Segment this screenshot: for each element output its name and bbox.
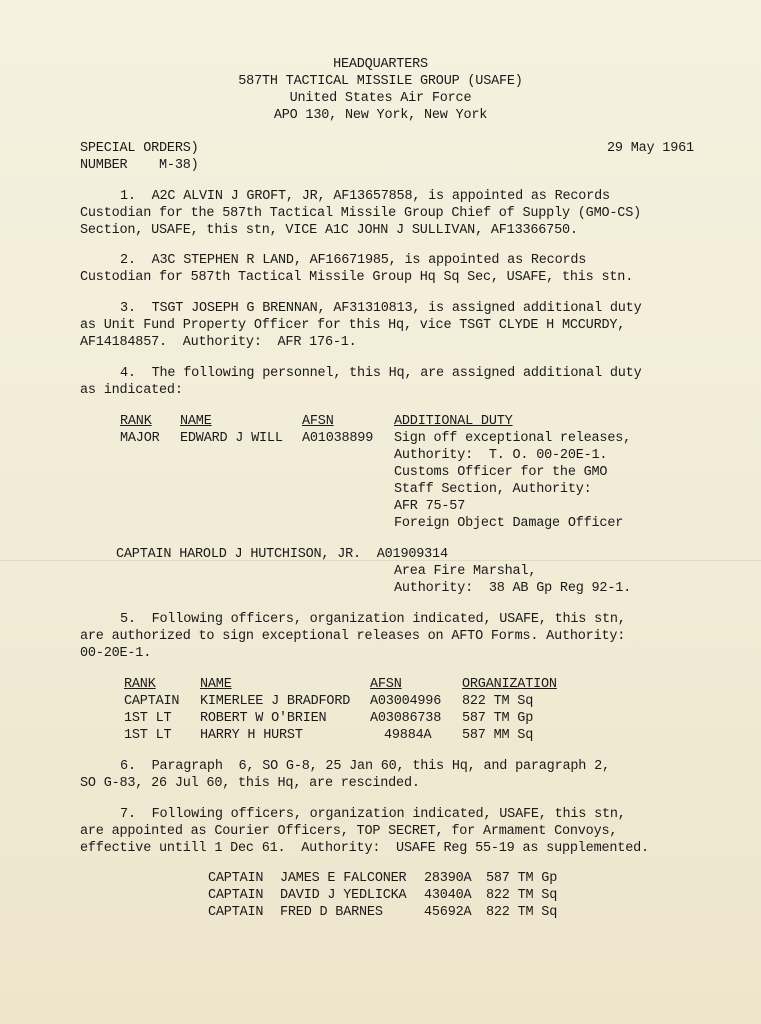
p7-line: effective untill 1 Dec 61. Authority: USAFE Reg 55-19 as supplemented. (80, 841, 649, 856)
p4-line: as indicated: (80, 383, 183, 398)
p6-line: 6. Paragraph 6, SO G-8, 25 Jan 60, this Hq, and paragraph 2, (120, 759, 610, 774)
t1-duty-line: Staff Section, Authority: (394, 482, 592, 497)
p3-line: AF14184857. Authority: AFR 176-1. (80, 335, 357, 350)
t3-cell: 822 TM Sq (486, 905, 558, 920)
t2-cell: HARRY H HURST (200, 728, 303, 743)
t2-cell: 822 TM Sq (462, 694, 534, 709)
p5-line: are authorized to sign exceptional releases on AFTO Forms. Authority: (80, 629, 626, 644)
header-headquarters: HEADQUARTERS (333, 57, 428, 72)
t1-header-name: NAME (180, 414, 212, 429)
t2-cell: 587 TM Gp (462, 711, 534, 726)
t2-header-org: ORGANIZATION (462, 677, 557, 692)
t1-header-rank: RANK (120, 414, 152, 429)
t1-duty-line: Customs Officer for the GMO (394, 465, 608, 480)
t2-header-name: NAME (200, 677, 232, 692)
t1-header-afsn: AFSN (302, 414, 334, 429)
p3-line: 3. TSGT JOSEPH G BRENNAN, AF31310813, is assigned additional duty (120, 301, 642, 316)
p6-line: SO G-83, 26 Jul 60, this Hq, are rescinded. (80, 776, 420, 791)
t2-cell: 1ST LT (124, 711, 172, 726)
t3-cell: DAVID J YEDLICKA (280, 888, 407, 903)
special-orders-label: SPECIAL ORDERS) (80, 141, 199, 156)
t2-header-rank: RANK (124, 677, 156, 692)
t3-cell: JAMES E FALCONER (280, 871, 407, 886)
p7-line: are appointed as Courier Officers, TOP SECRET, for Armament Convoys, (80, 824, 618, 839)
p2-line: 2. A3C STEPHEN R LAND, AF16671985, is appointed as Records (120, 253, 587, 268)
t3-cell: FRED D BARNES (280, 905, 383, 920)
t3-cell: 45692A (424, 905, 472, 920)
t3-cell: CAPTAIN (208, 905, 264, 920)
t2-cell: KIMERLEE J BRADFORD (200, 694, 351, 709)
t1-name: EDWARD J WILL (180, 431, 283, 446)
t2-cell: 49884A (384, 728, 432, 743)
t3-cell: 28390A (424, 871, 472, 886)
t1-duty2-line: Authority: 38 AB Gp Reg 92-1. (394, 581, 632, 596)
t3-cell: 587 TM Gp (486, 871, 558, 886)
order-number: NUMBER M-38) (80, 158, 199, 173)
t1-afsn: A01038899 (302, 431, 374, 446)
t2-cell: 1ST LT (124, 728, 172, 743)
p4-line: 4. The following personnel, this Hq, are assigned additional duty (120, 366, 642, 381)
p1-line: 1. A2C ALVIN J GROFT, JR, AF13657858, is appointed as Records (120, 189, 610, 204)
t1-row2: CAPTAIN HAROLD J HUTCHISON, JR. A01909314 (116, 547, 448, 562)
t2-header-afsn: AFSN (370, 677, 402, 692)
t2-cell: 587 MM Sq (462, 728, 534, 743)
p5-line: 5. Following officers, organization indicated, USAFE, this stn, (120, 612, 626, 627)
p1-line: Custodian for the 587th Tactical Missile Group Chief of Supply (GMO-CS) (80, 206, 641, 221)
t1-duty-line: Sign off exceptional releases, (394, 431, 632, 446)
t1-rank: MAJOR (120, 431, 160, 446)
t1-header-duty: ADDITIONAL DUTY (394, 414, 513, 429)
t1-duty-line: Foreign Object Damage Officer (394, 516, 624, 531)
p7-line: 7. Following officers, organization indicated, USAFE, this stn, (120, 807, 626, 822)
t2-cell: CAPTAIN (124, 694, 180, 709)
t3-cell: CAPTAIN (208, 888, 264, 903)
t1-duty-line: Authority: T. O. 00-20E-1. (394, 448, 608, 463)
order-date: 29 May 1961 (607, 141, 694, 156)
t3-cell: CAPTAIN (208, 871, 264, 886)
p3-line: as Unit Fund Property Officer for this Hq, vice TSGT CLYDE H MCCURDY, (80, 318, 626, 333)
t1-duty2-line: Area Fire Marshal, (394, 564, 537, 579)
p1-line: Section, USAFE, this stn, VICE A1C JOHN J SULLIVAN, AF13366750. (80, 223, 578, 238)
t2-cell: A03004996 (370, 694, 442, 709)
header-unit: 587TH TACTICAL MISSILE GROUP (USAFE) (238, 74, 523, 89)
p5-line: 00-20E-1. (80, 646, 152, 661)
header-service: United States Air Force (289, 91, 472, 106)
p2-line: Custodian for 587th Tactical Missile Group Hq Sq Sec, USAFE, this stn. (80, 270, 634, 285)
t1-duty-line: AFR 75-57 (394, 499, 466, 514)
t2-cell: A03086738 (370, 711, 442, 726)
t3-cell: 822 TM Sq (486, 888, 558, 903)
t2-cell: ROBERT W O'BRIEN (200, 711, 327, 726)
t3-cell: 43040A (424, 888, 472, 903)
header-address: APO 130, New York, New York (273, 108, 488, 123)
